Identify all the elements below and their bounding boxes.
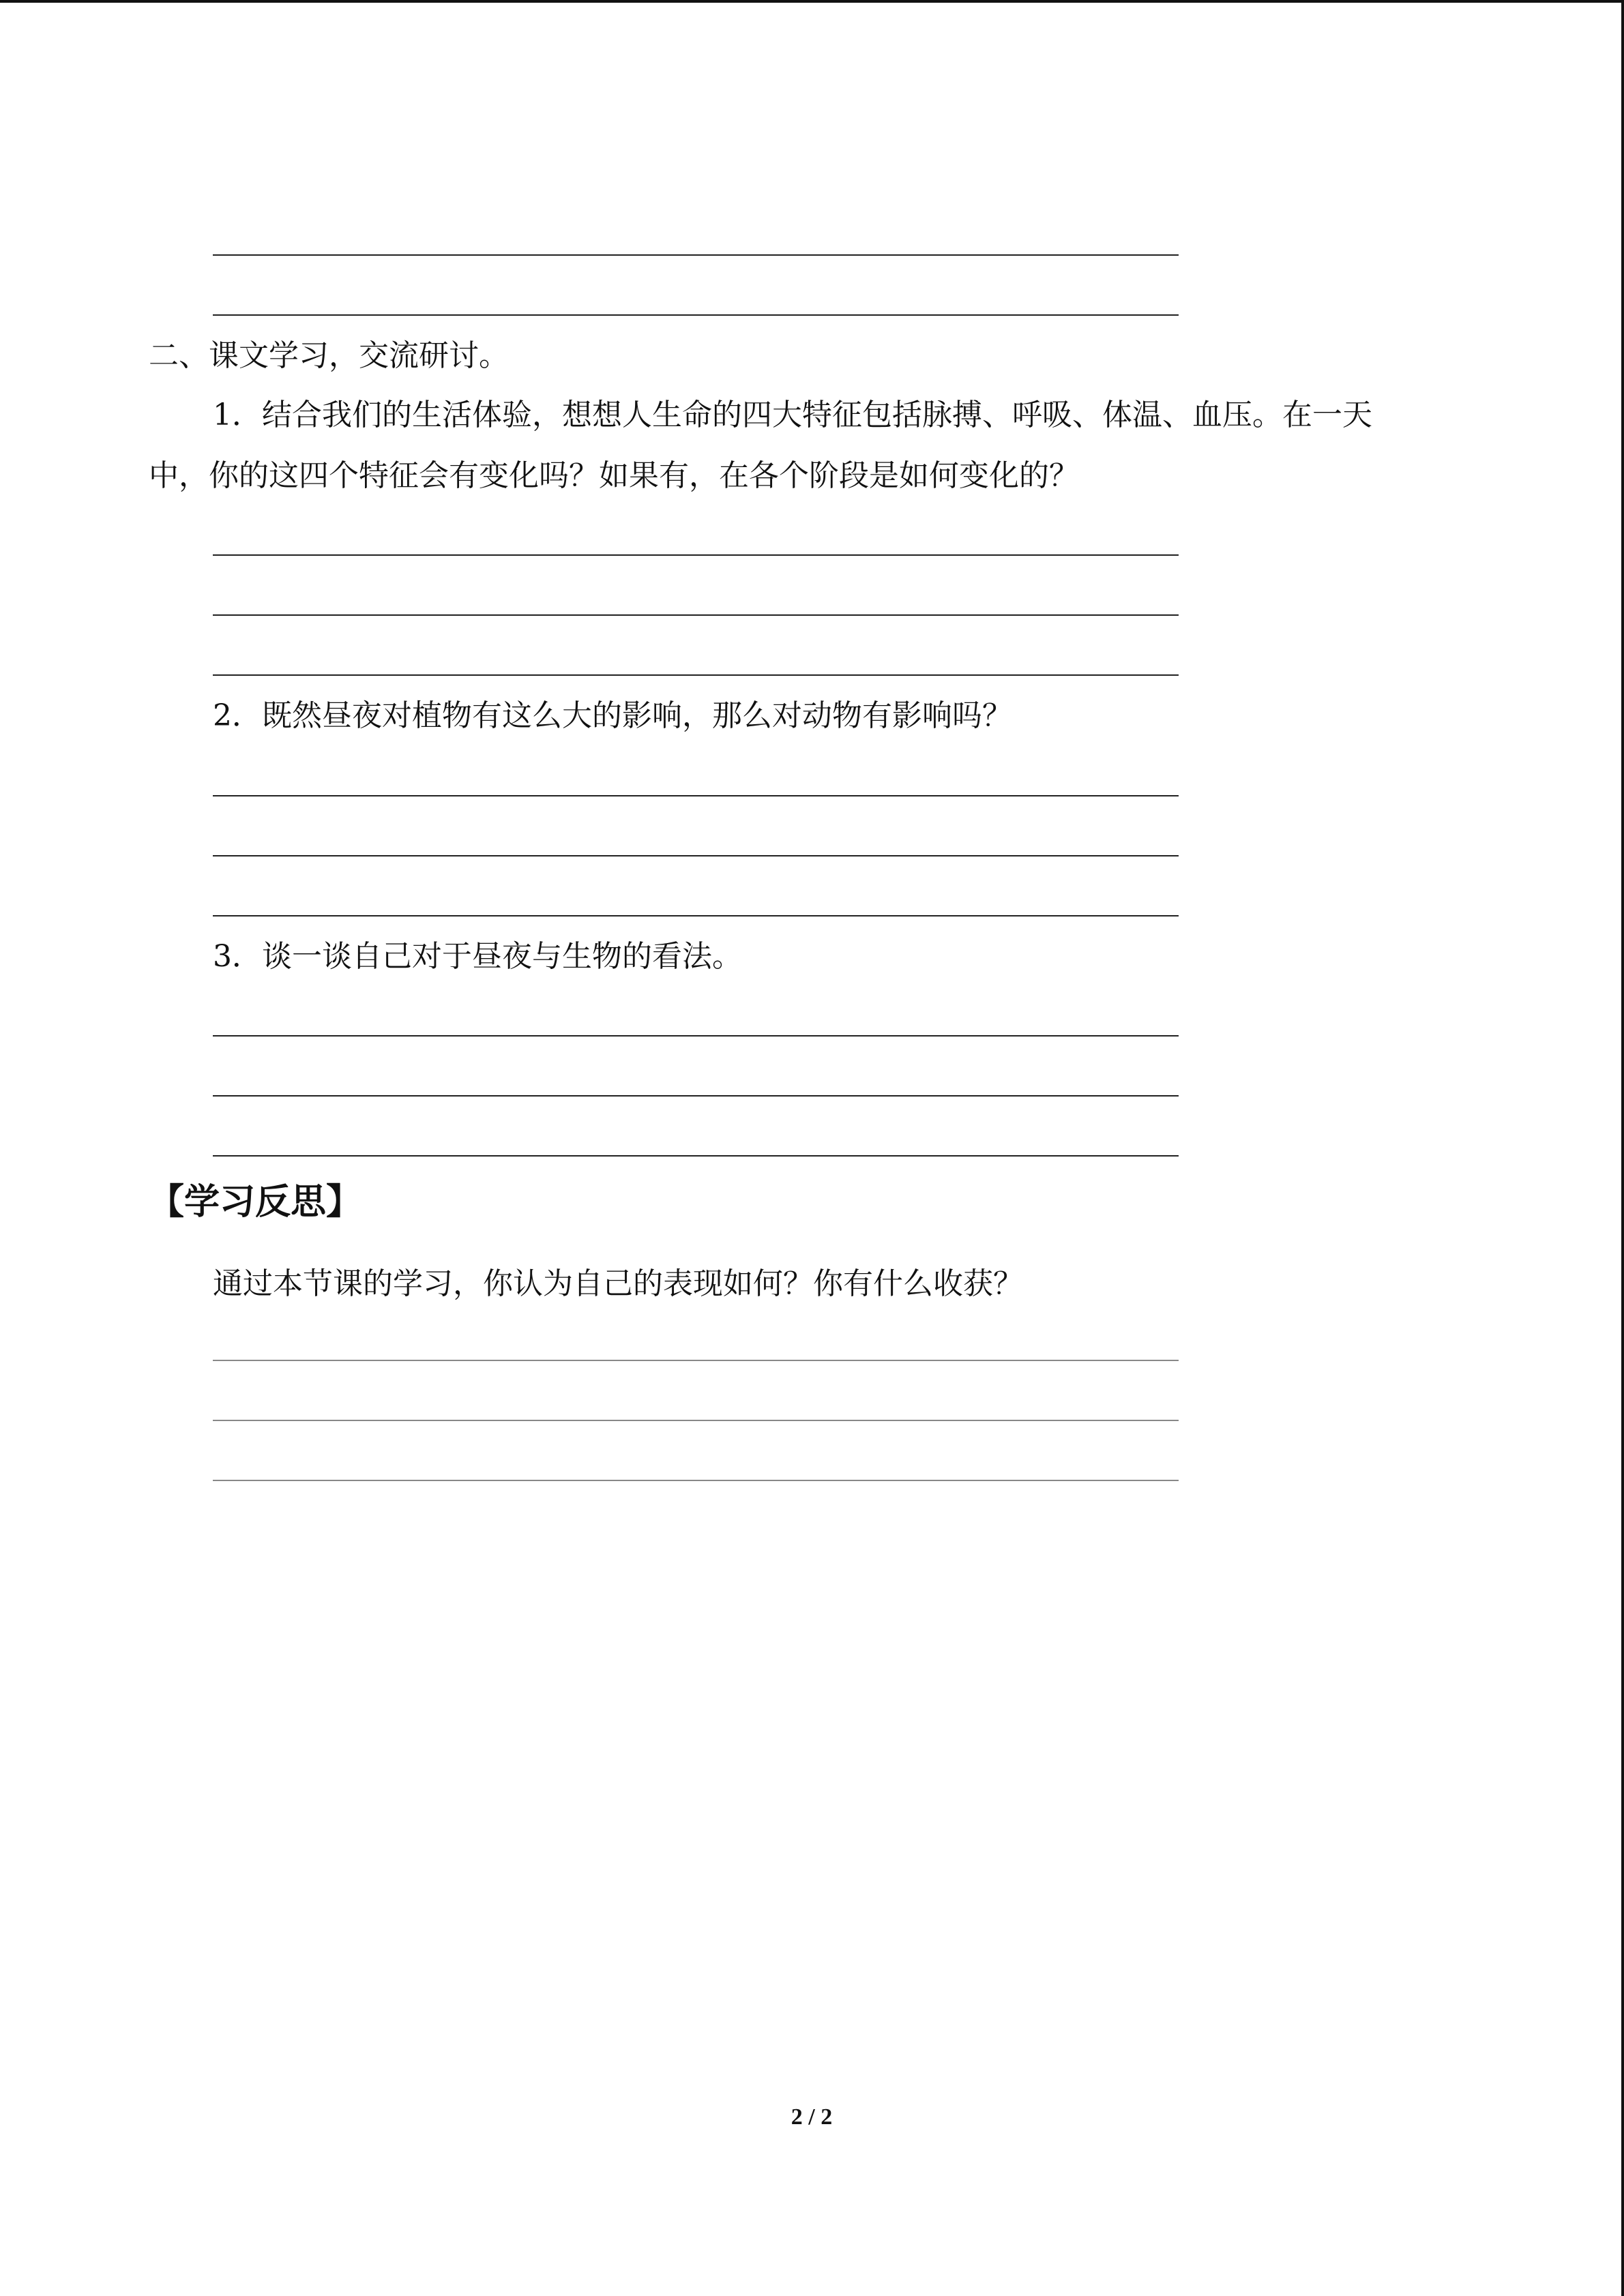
answer-line[interactable] [213,1420,1179,1421]
reflection-prompt: 通过本节课的学习，你认为自己的表现如何？你有什么收获？ [213,1266,1023,1301]
question-1-line-2: 中，你的这四个特征会有变化吗？如果有，在各个阶段是如何变化的？ [149,458,1079,493]
question-2: 2．既然昼夜对植物有这么大的影响，那么对动物有影响吗？ [213,698,1012,733]
answer-line[interactable] [213,1095,1179,1097]
section-title: 二、课文学习，交流研讨。 [149,338,509,373]
answer-line[interactable] [213,1035,1179,1037]
answer-line[interactable] [213,254,1179,256]
answer-line[interactable] [213,1155,1179,1157]
page-border-right [1621,0,1624,2296]
answer-line[interactable] [213,314,1179,316]
answer-line[interactable] [213,1360,1179,1361]
answer-line[interactable] [213,915,1179,916]
question-3: 3．谈一谈自己对于昼夜与生物的看法。 [213,939,742,974]
answer-line[interactable] [213,554,1179,556]
answer-line[interactable] [213,855,1179,856]
question-1-line-1: 1．结合我们的生活体验，想想人生命的四大特征包括脉搏、呼吸、体温、血压。在一天 [213,398,1372,432]
answer-line[interactable] [213,674,1179,676]
answer-line[interactable] [213,795,1179,796]
answer-line[interactable] [213,614,1179,616]
answer-line[interactable] [213,1480,1179,1481]
reflection-heading: 【学习反思】 [149,1182,362,1223]
page-number: 2 / 2 [791,2104,833,2130]
page-border-top [0,0,1624,3]
